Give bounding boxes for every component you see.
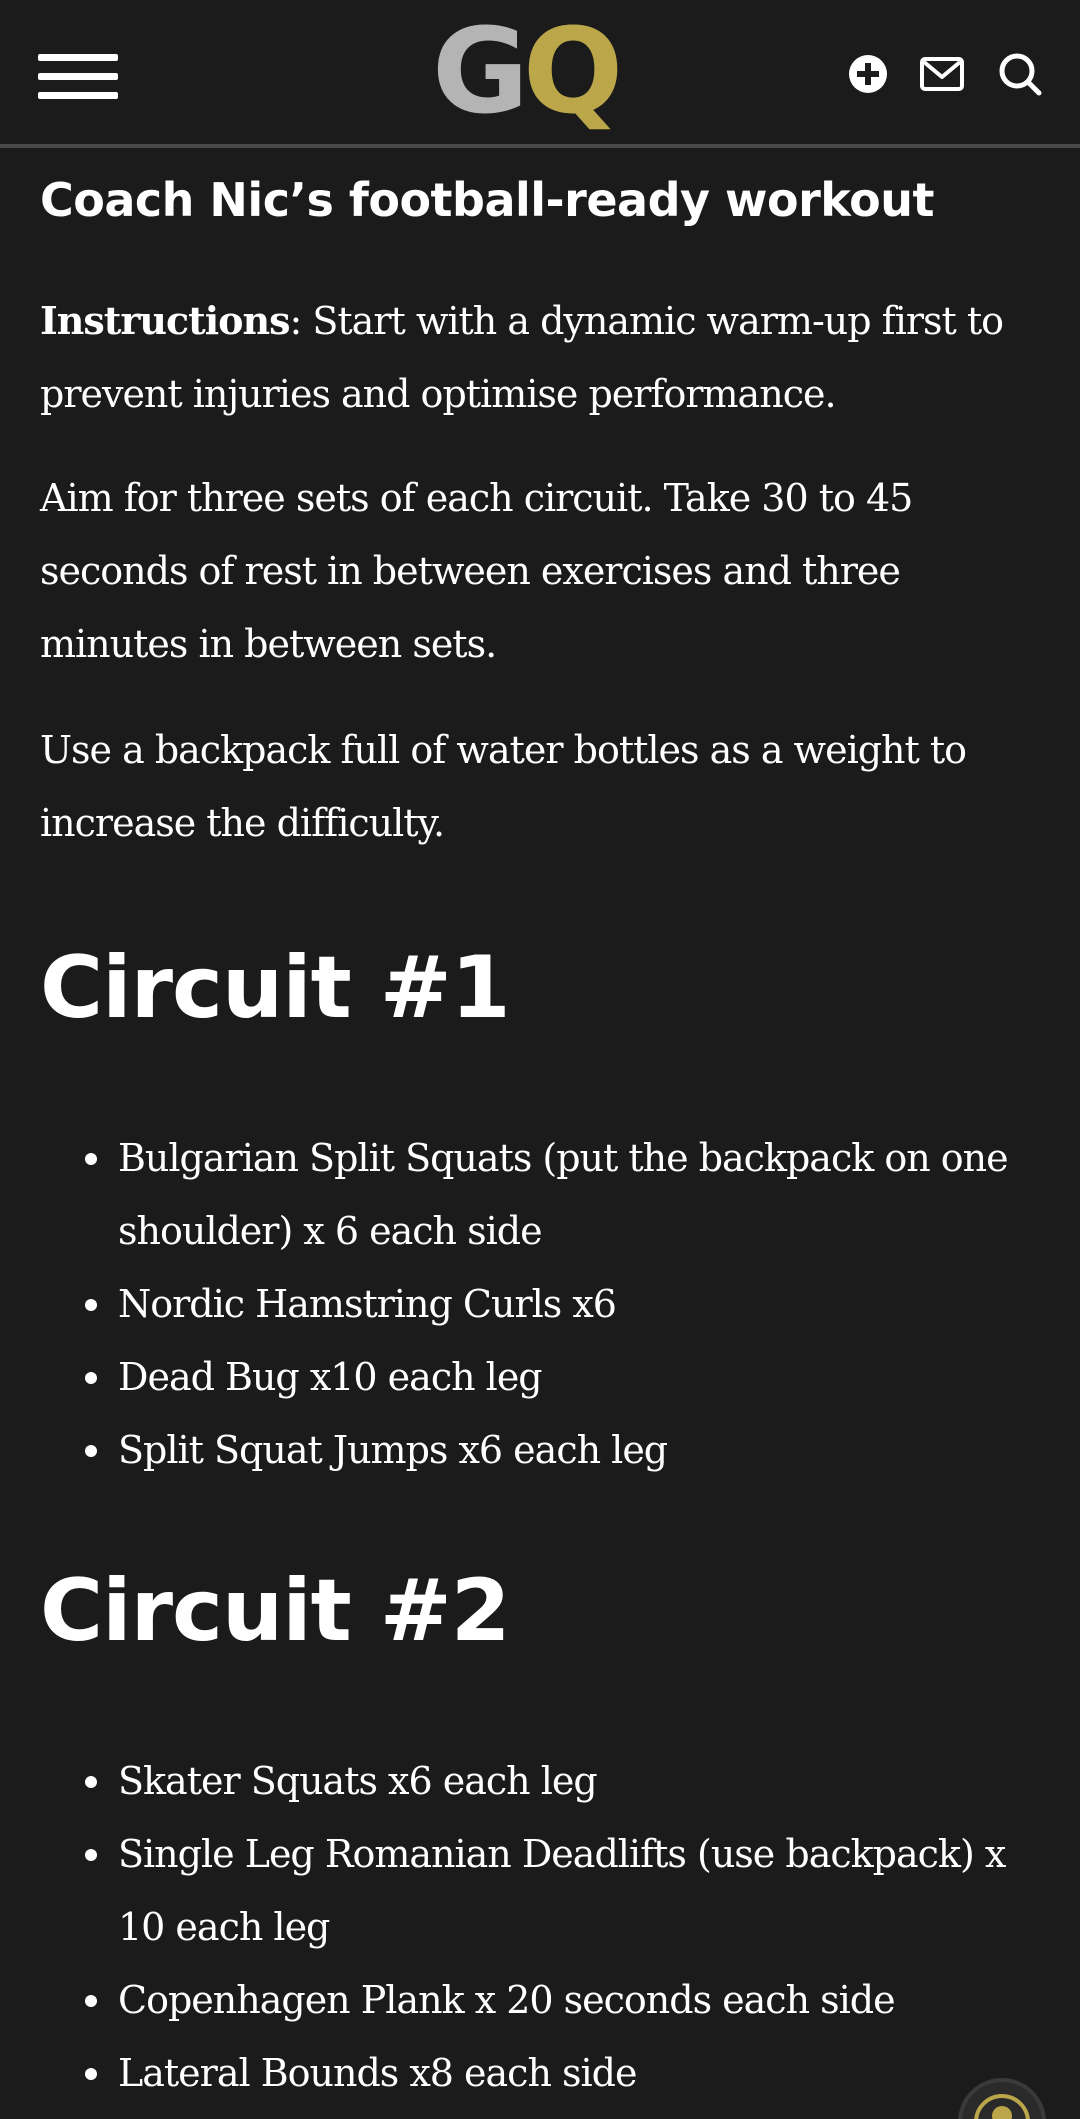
circuit-2-heading: Circuit #2 xyxy=(40,1561,510,1661)
list-item: Single Leg Romanian Deadlifts (use backpack) x 10 each leg xyxy=(40,1818,1040,1964)
list-item: Dead Bug x10 each leg xyxy=(40,1341,1040,1414)
bullet-icon xyxy=(85,1995,97,2007)
bullet-icon xyxy=(85,1372,97,1384)
bullet-icon xyxy=(85,1445,97,1457)
article-title: Coach Nic’s football-ready workout xyxy=(40,173,934,227)
list-item: Copenhagen Plank x 20 seconds each side xyxy=(40,1964,1040,2037)
bullet-icon xyxy=(85,2068,97,2080)
weight-paragraph: Use a backpack full of water bottles as a weight to increase the difficulty. xyxy=(40,728,967,845)
instructions-label: Instructions xyxy=(40,298,290,343)
list-item: Nordic Hamstring Curls x6 xyxy=(40,1268,1040,1341)
user-icon xyxy=(962,2082,1042,2119)
top-bar xyxy=(0,0,1080,148)
instructions-paragraph xyxy=(40,284,1040,431)
menu-icon[interactable] xyxy=(38,54,118,100)
logo-letter-g: G xyxy=(432,2,523,140)
instructions-text: : Start with a dynamic warm-up first to prevent injuries and optimise performance. xyxy=(40,299,1004,416)
circuit-1-heading: Circuit #1 xyxy=(40,938,510,1038)
bullet-icon xyxy=(85,1299,97,1311)
search-icon[interactable] xyxy=(996,50,1044,98)
bullet-icon xyxy=(85,1849,97,1861)
bullet-icon xyxy=(85,1153,97,1165)
circuit-1-list xyxy=(40,1122,1040,1487)
plus-circle-icon[interactable] xyxy=(844,50,892,98)
list-item: Split Squat Jumps x6 each leg xyxy=(40,1414,1040,1487)
gq-logo[interactable] xyxy=(432,2,652,140)
mail-icon[interactable] xyxy=(918,50,966,98)
list-item: Skater Squats x6 each leg xyxy=(40,1745,1040,1818)
bullet-icon xyxy=(85,1776,97,1788)
list-item: Lateral Bounds x8 each side xyxy=(40,2037,1040,2110)
circuit-2-list xyxy=(40,1745,1040,2110)
logo-letter-q: Q xyxy=(522,2,618,140)
list-item: Bulgarian Split Squats (put the backpack on one shoulder) x 6 each side xyxy=(40,1122,1040,1268)
floating-action-button[interactable] xyxy=(958,2078,1046,2119)
sets-paragraph: Aim for three sets of each circuit. Take 30 to 45 seconds of rest in between exercises and three minutes in between sets. xyxy=(40,476,913,666)
